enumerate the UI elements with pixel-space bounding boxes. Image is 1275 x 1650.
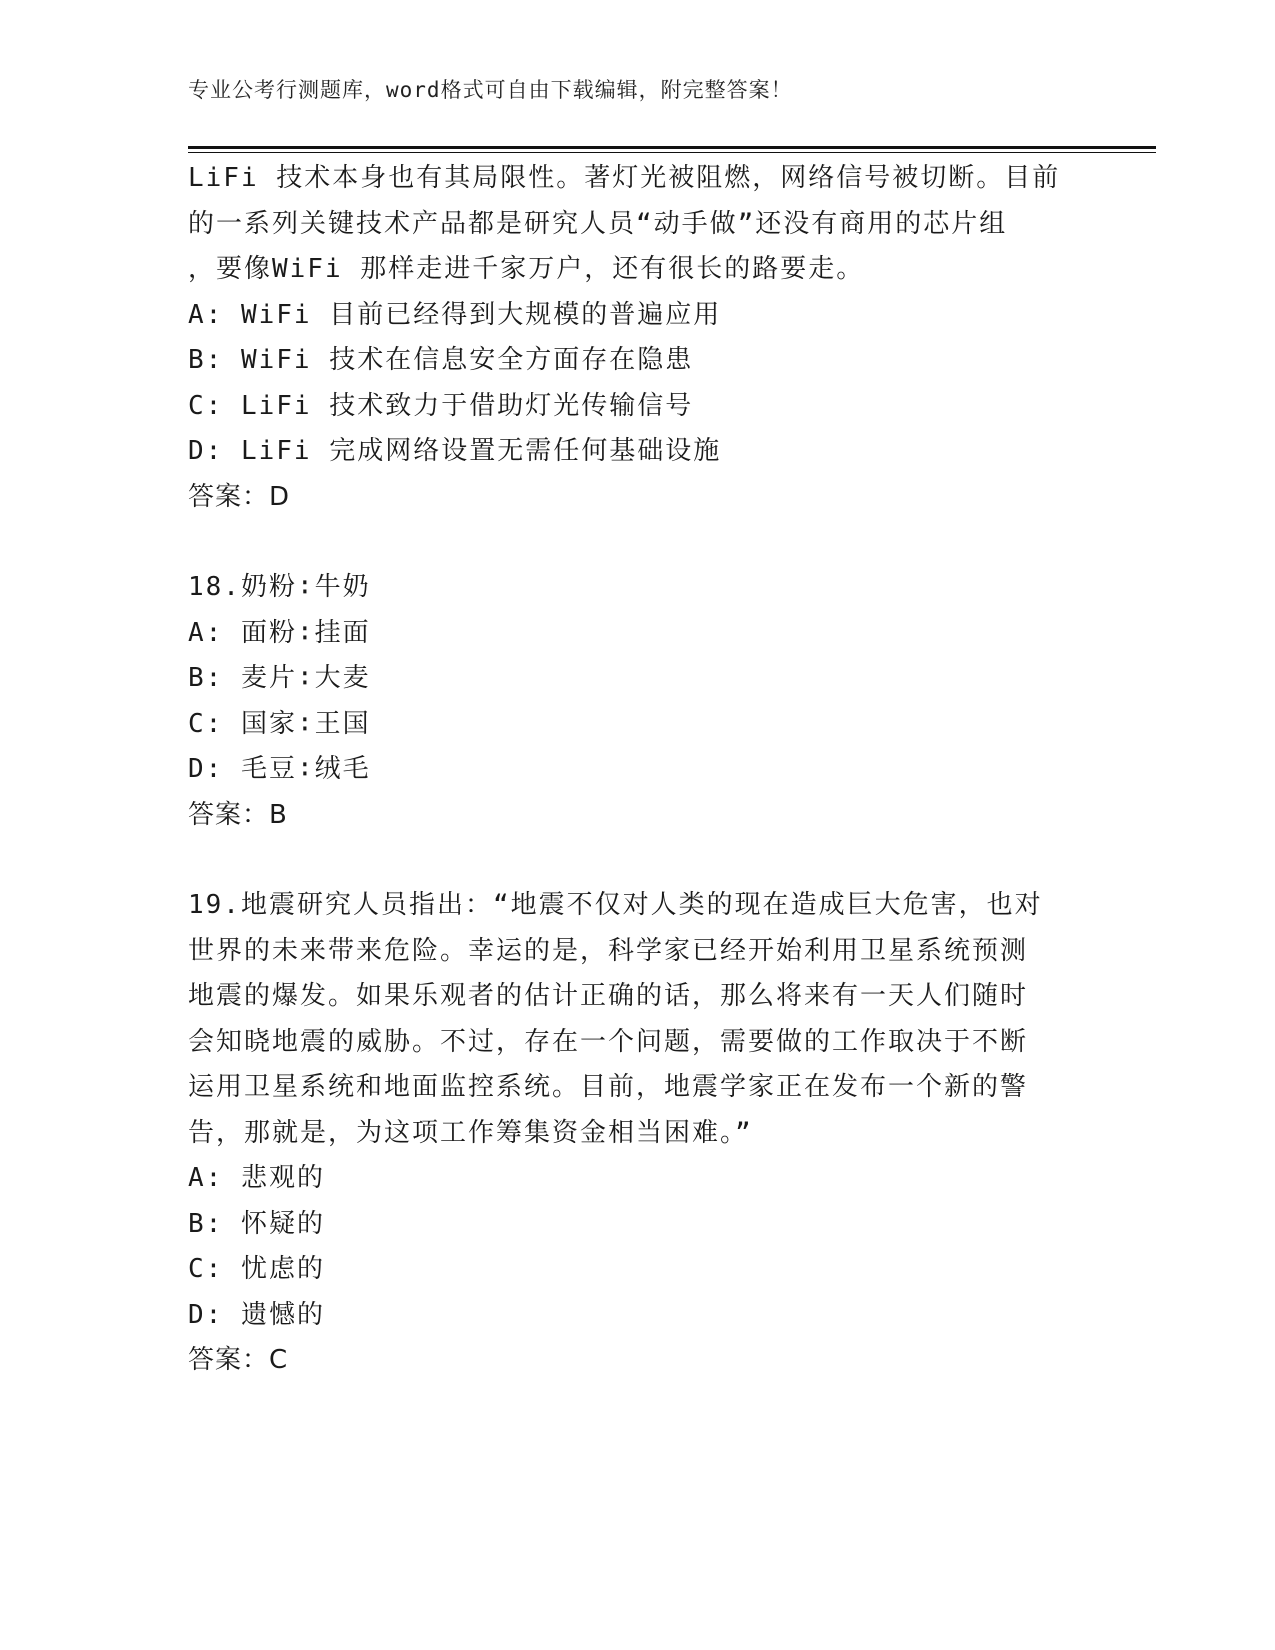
question-stem-line: 地震的爆发。如果乐观者的估计正确的话，那么将来有一天人们随时 [188,981,1029,1011]
option-c: C: 国家∶王国 [188,708,371,739]
answer: 答案：D [188,481,291,512]
option-a: A: 面粉∶挂面 [188,617,371,648]
question-stem-line: 会知晓地震的威胁。不过，存在一个问题，需要做的工作取决于不断 [188,1026,1029,1057]
question-stem-line: 运用卫星系统和地面监控系统。目前，地震学家正在发布一个新的警 [188,1072,1029,1102]
spacer [188,520,1088,565]
option-b: B: 麦片∶大麦 [188,663,371,693]
question-stem-line: 世界的未来带来危险。幸运的是，科学家已经开始利用卫星系统预测 [188,935,1029,966]
page-header: 专业公考行测题库，word格式可自由下载编辑，附完整答案！ [188,78,793,102]
answer: 答案：C [188,1345,289,1375]
spacer [188,838,1088,883]
question-17 [188,156,1088,520]
option-c: C: LiFi 技术致力于借助灯光传输信号 [188,390,694,421]
question-stem-line: LiFi 技术本身也有其局限性。著灯光被阻燃，网络信号被切断。目前 [188,163,1061,193]
option-d: D: 遗憾的 [188,1299,325,1330]
option-c: C: 忧虑的 [188,1254,325,1284]
question-stem-line: 的一系列关键技术产品都是研究人员“动手做”还没有商用的芯片组 [188,208,1008,239]
answer: 答案：B [188,799,288,830]
option-d: D: 毛豆∶绒毛 [188,754,371,784]
option-a: A: WiFi 目前已经得到大规模的普遍应用 [188,299,722,330]
question-19 [188,883,1088,1384]
header-rule-thick [188,146,1156,149]
option-b: B: 怀疑的 [188,1208,325,1239]
question-stem: 18.奶粉∶牛奶 [188,572,371,602]
question-stem-line: 告，那就是，为这项工作筹集资金相当困难。” [188,1117,753,1148]
question-stem-line: 19.地震研究人员指出：“地震不仅对人类的现在造成巨大危害，也对 [188,890,1043,920]
question-stem-line: ，要像WiFi 那样走进千家万户，还有很长的路要走。 [188,254,865,284]
header-rule-thin [188,152,1156,153]
question-18 [188,565,1088,838]
option-d: D: LiFi 完成网络设置无需任何基础设施 [188,436,722,466]
option-a: A: 悲观的 [188,1163,325,1193]
document-body [188,156,1088,1384]
option-b: B: WiFi 技术在信息安全方面存在隐患 [188,345,694,375]
